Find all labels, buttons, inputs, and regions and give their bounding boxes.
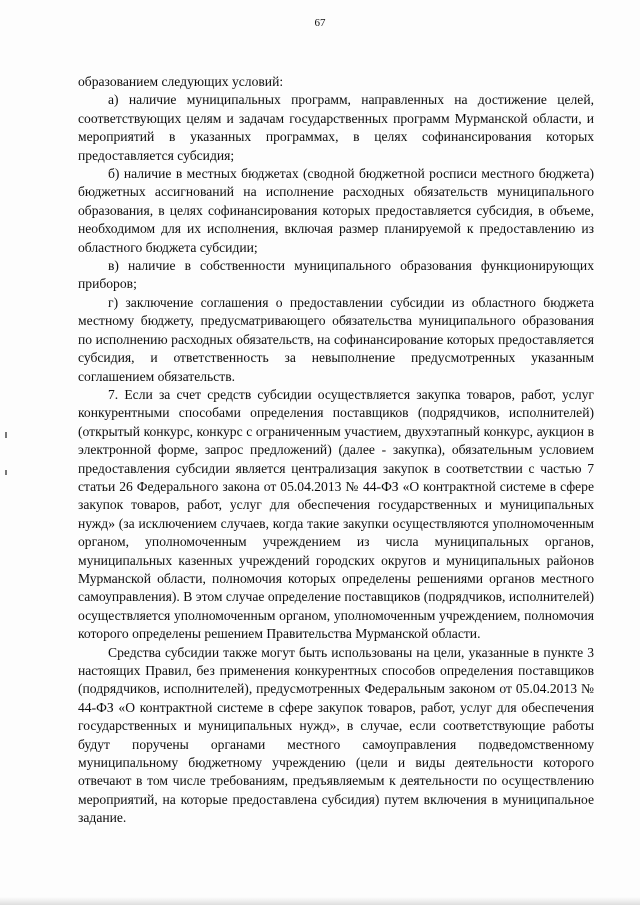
- paragraph-continuation: образованием следующих условий:: [78, 74, 284, 89]
- paragraph-item-v: в) наличие в собственности муниципального образования функционирующих приборов;: [78, 258, 594, 292]
- page-number: 67: [314, 17, 326, 29]
- document-body: [78, 73, 594, 828]
- paragraph-item-a: а) наличие муниципальных программ, направленных на достижение целей, соответствующих целям и задачам государственных программ Мурманской области, и мероприятий в указанных программах, в целях софинансирования которых предоставляется субсидия;: [78, 92, 594, 163]
- paragraph-clause-7: 7. Если за счет средств субсидии осуществляется закупка товаров, работ, услуг конкурентными способами определения поставщиков (подрядчиков, исполнителей) (открытый конкурс, конкурс с ограниченным участием, двухэтапный конкурс, аукцион в электронной форме, запрос предложений) (далее - закупка), обязательным условием предоставления субсидии является централизация закупок в соответствии с частью 7 статьи 26 Федерального закона от 05.04.2013 № 44-ФЗ «О контрактной системе в сфере закупок товаров, работ, услуг для обеспечения государственных и муниципальных нужд» (за исключением случаев, когда такие закупки осуществляются уполномоченным органом, уполномоченным учреждением из числа муниципальных органов, муниципальных казенных учреждений городских округов и муниципальных районов Мурманской области, полномочия которых определены решениями органов местного самоуправления). В этом случае определение поставщиков (подрядчиков, исполнителей) осуществляется уполномоченным органом, уполномоченным учреждением, полномочия которого определены решением Правительства Мурманской области.: [78, 386, 594, 642]
- paragraph-item-b: б) наличие в местных бюджетах (сводной бюджетной росписи местного бюджета) бюджетных ассигнований на исполнение расходных обязательств муниципального образования, в целях софинансирования которых предоставляется субсидия, в объеме, необходимом для их исполнения, включая размер планируемой к предоставлению из областного бюджета субсидии;: [78, 166, 594, 255]
- scan-margin-mark: [5, 470, 7, 475]
- scan-bottom-edge: [0, 897, 640, 905]
- scan-margin-mark: [5, 432, 7, 438]
- paragraph-subsidy-funds: Средства субсидии также могут быть использованы на цели, указанные в пункте 3 настоящих Правил, без применения конкурентных способов определения поставщиков (подрядчиков, исполнителей), предусмотренных Федеральным законом от 05.04.2013 № 44-ФЗ «О контрактной системе в сфере закупок товаров, работ, услуг для обеспечения государственных и муниципальных нужд», в случае, если соответствующие работы будут поручены органами местного самоуправления подведомственному муниципальному бюджетному учреждению (цели и виды деятельности которого отвечают в том числе требованиям, предъявляемым к деятельности по осуществлению мероприятий, на которые предоставлена субсидия) путем включения в муниципальное задание.: [78, 644, 594, 826]
- paragraph-item-g: г) заключение соглашения о предоставлении субсидии из областного бюджета местному бюджету, предусматривающего обязательства муниципального образования по исполнению расходных обязательств, на софинансирование которых предоставляется субсидия, и ответственность за невыполнение предусмотренных указанным соглашением обязательств.: [78, 294, 594, 384]
